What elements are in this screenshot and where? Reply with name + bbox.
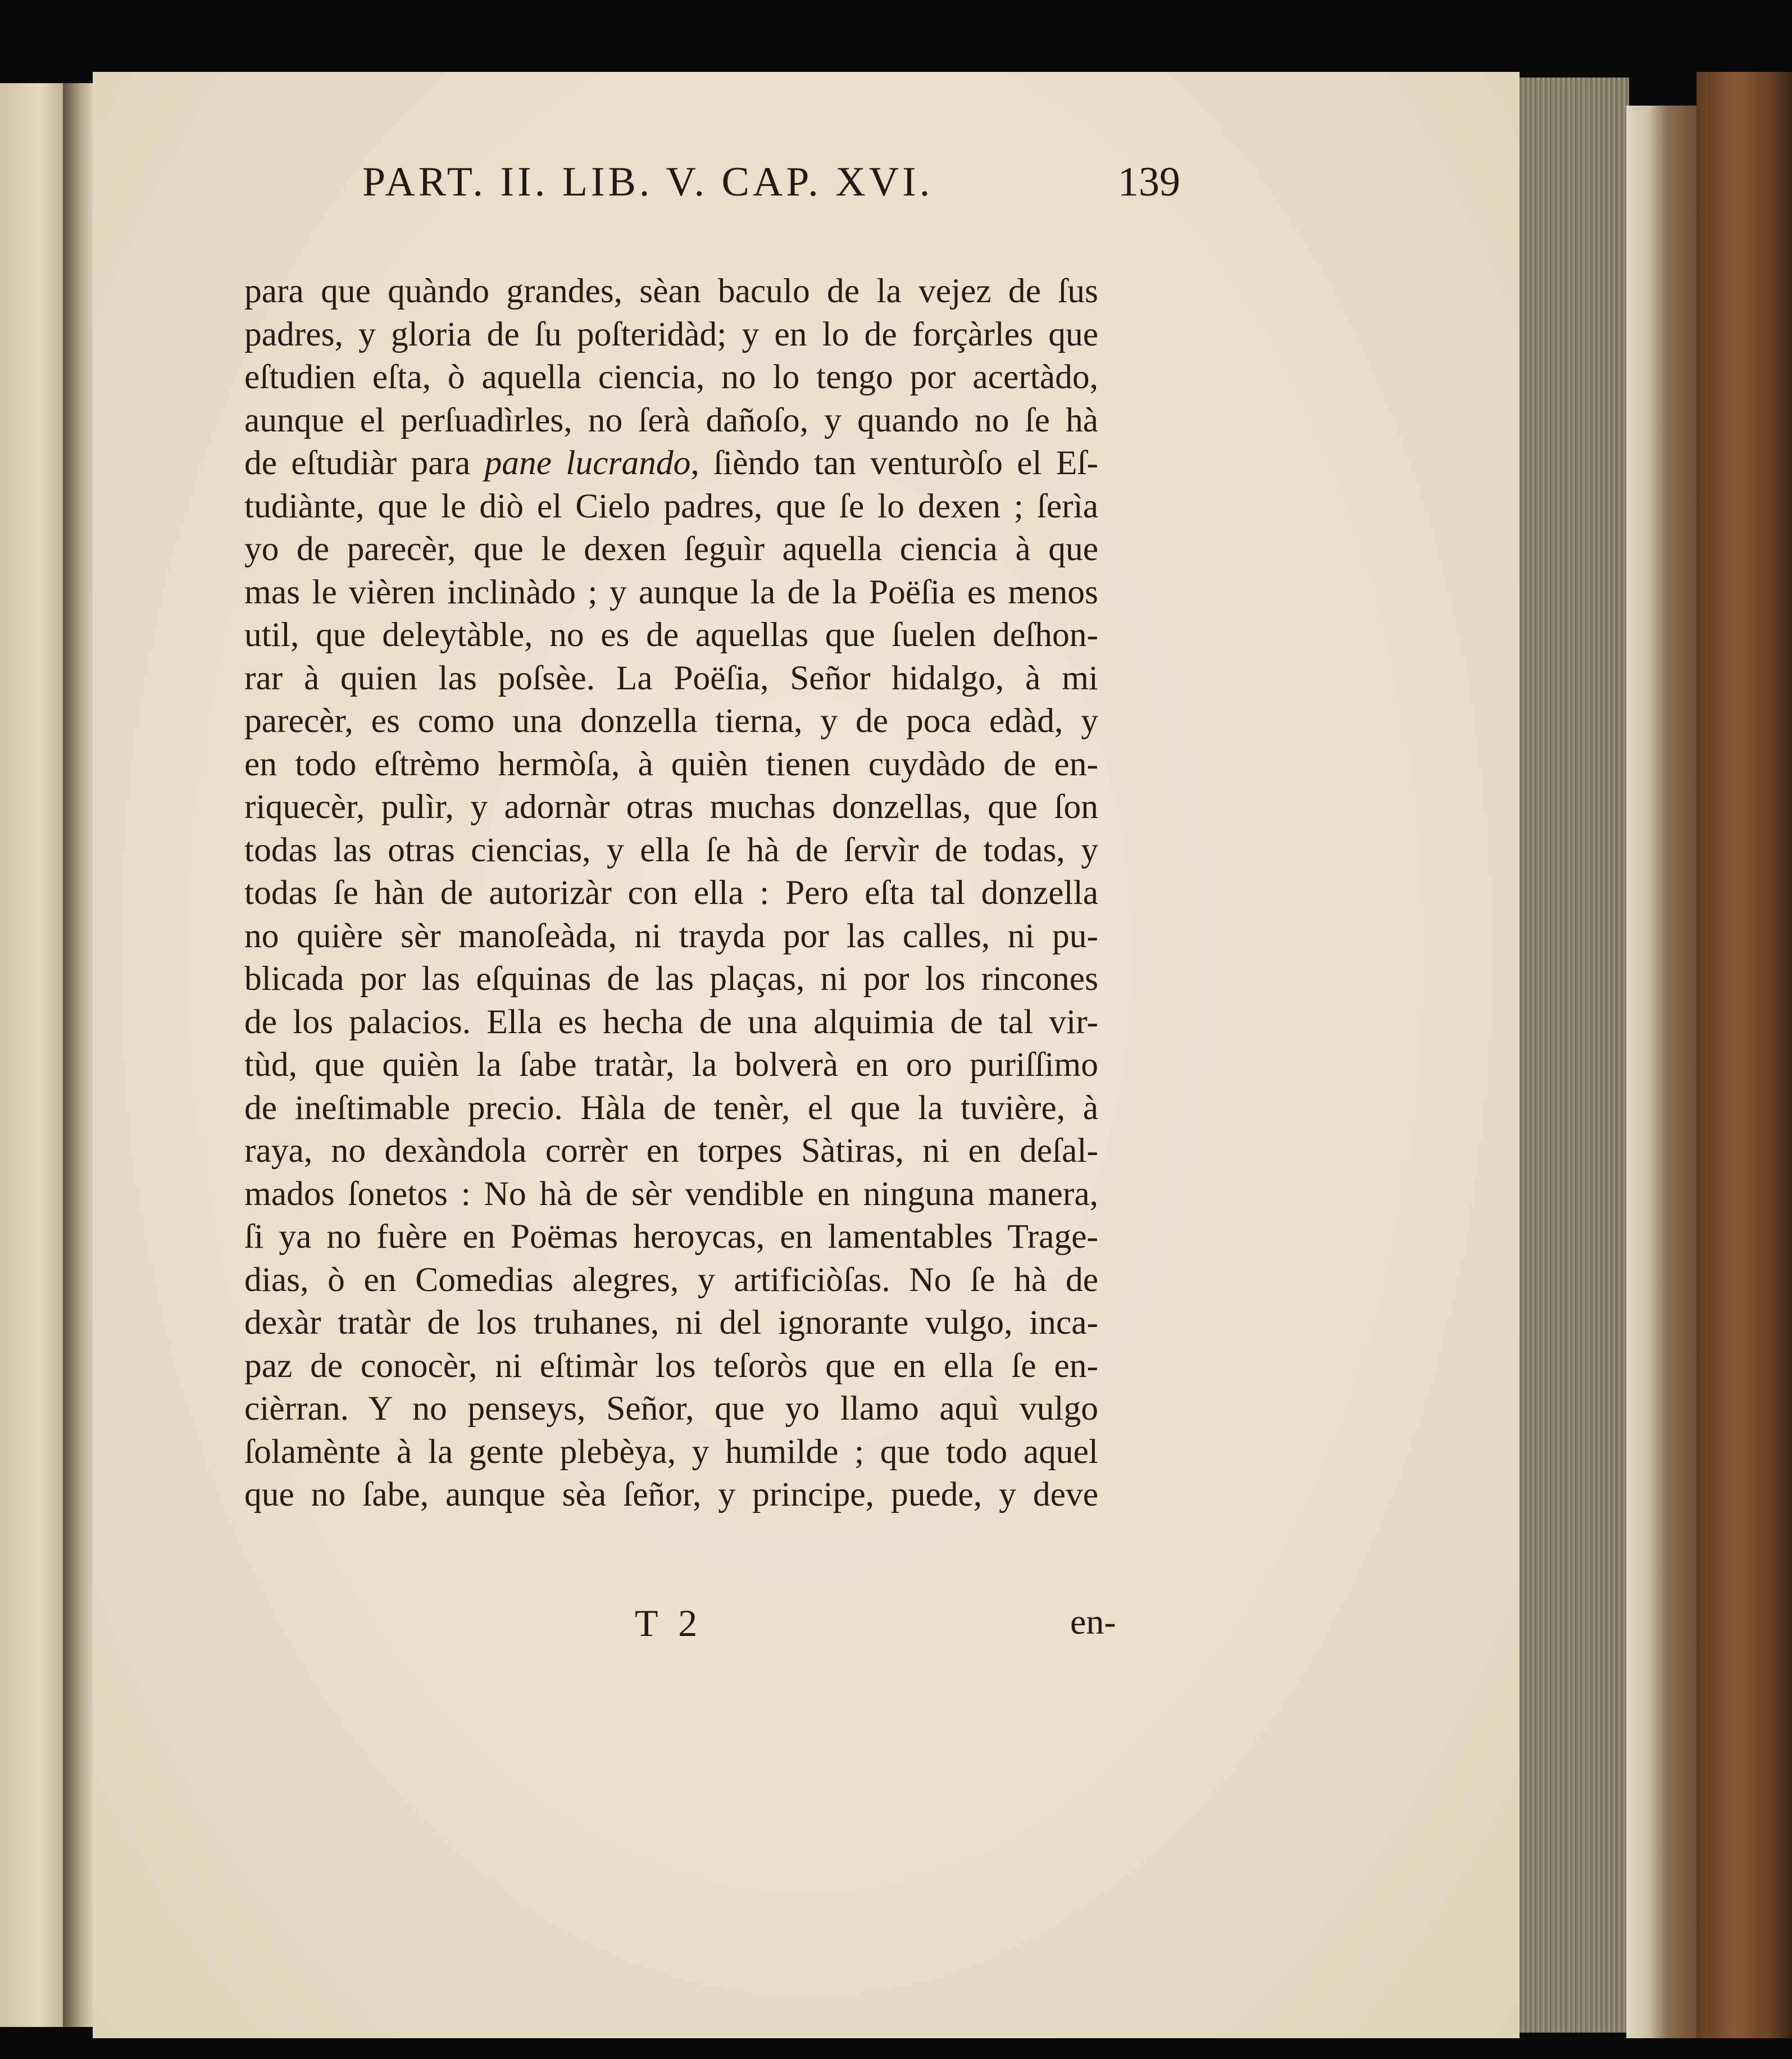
text-line: ſi ya no fuère en Poëmas heroycas, en lamentables Trage- <box>244 1217 1098 1256</box>
text-line: riquecèr, pulìr, y adornàr otras muchas donzellas, que ſon <box>244 788 1098 826</box>
text-line: blicada por las eſquinas de las plaças, ni por los rincones <box>244 960 1098 998</box>
text-line: mas le vièren inclinàdo ; y aunque la de la Poëſia es menos <box>244 572 1098 611</box>
text-line: tudiànte, que le diò el Cielo padres, que ſe lo dexen ; ſerìa <box>244 487 1098 525</box>
text-line: cièrran. Y no penseys, Señor, que yo llamo aquì vulgo <box>244 1389 1098 1428</box>
text-line: todas las otras ciencias, y ella ſe hà de ſervìr de todas, y <box>244 830 1098 869</box>
text-line: que no ſabe, aunque sèa ſeñor, y principe, puede, y deve <box>244 1475 1098 1513</box>
text-line <box>244 442 1098 485</box>
text-line: rar à quien las poſsèe. La Poëſia, Señor hidalgo, à mi <box>244 658 1098 697</box>
text-line-end: , ſièndo tan venturòſo el Eſ- <box>690 444 1099 482</box>
text-line: en todo eſtrèmo hermòſa, à quièn tienen cuydàdo de en- <box>244 744 1098 783</box>
text-line: parecèr, es como una donzella tierna, y de poca edàd, y <box>244 702 1098 740</box>
text-line: no quière sèr manoſeàda, ni trayda por las calles, ni pu- <box>244 916 1098 955</box>
gutter <box>63 83 97 2027</box>
text-line: dias, ò en Comedias alegres, y artificiòſas. No ſe hà de <box>244 1260 1098 1299</box>
page-fore-edge <box>1517 78 1629 2033</box>
text-line: ſolamènte à la gente plebèya, y humilde ; que todo aquel <box>244 1432 1098 1471</box>
italic-phrase: pane lucrando <box>484 444 691 482</box>
text-line: tùd, que quièn la ſabe tratàr, la bolverà en oro puriſſimo <box>244 1046 1098 1084</box>
running-head: PART. II. LIB. V. CAP. XVI. <box>362 159 934 205</box>
page-header <box>362 158 1149 215</box>
facing-page-edge <box>0 83 69 2027</box>
text-line: de los palacios. Ella es hecha de una alquimia de tal vir- <box>244 1002 1098 1041</box>
catchword: en- <box>1070 1602 1116 1642</box>
text-line: raya, no dexàndola corrèr en torpes Sàtiras, ni en deſal- <box>244 1131 1098 1170</box>
text-line: aunque el perſuadìrles, no ſerà dañoſo, y quando no ſe hà <box>244 401 1098 439</box>
page-number: 139 <box>1118 159 1180 205</box>
text-line: todas ſe hàn de autorizàr con ella : Pero eſta tal donzella <box>244 874 1098 912</box>
text-line: padres, y gloria de ſu poſteridàd; y en lo de forçàrles que <box>244 315 1098 353</box>
text-line: yo de parecèr, que le dexen ſeguìr aquella ciencia à que <box>244 530 1098 568</box>
text-line: dexàr tratàr de los truhanes, ni del ignorante vulgo, inca- <box>244 1303 1098 1342</box>
text-line: de ineſtimable precio. Hàla de tenèr, el que la tuvière, à <box>244 1088 1098 1127</box>
text-line: paz de conocèr, ni eſtimàr los teſoròs que en ella ſe en- <box>244 1346 1098 1385</box>
text-line: util, que deleytàble, no es de aquellas que ſuelen deſhon- <box>244 616 1098 654</box>
signature-mark: T 2 <box>635 1602 703 1644</box>
body-text <box>244 270 1098 1516</box>
cover-edge <box>1626 106 1702 2038</box>
text-line-start: de eſtudiàr para <box>244 444 485 482</box>
text-line: para que quàndo grandes, sèan baculo de la vejez de ſus <box>244 272 1098 310</box>
text-line: eſtudien eſta, ò aquella ciencia, no lo tengo por acertàdo, <box>244 358 1098 396</box>
text-line: mados ſonetos : No hà de sèr vendible en ninguna manera, <box>244 1174 1098 1213</box>
leather-cover <box>1697 72 1792 2038</box>
